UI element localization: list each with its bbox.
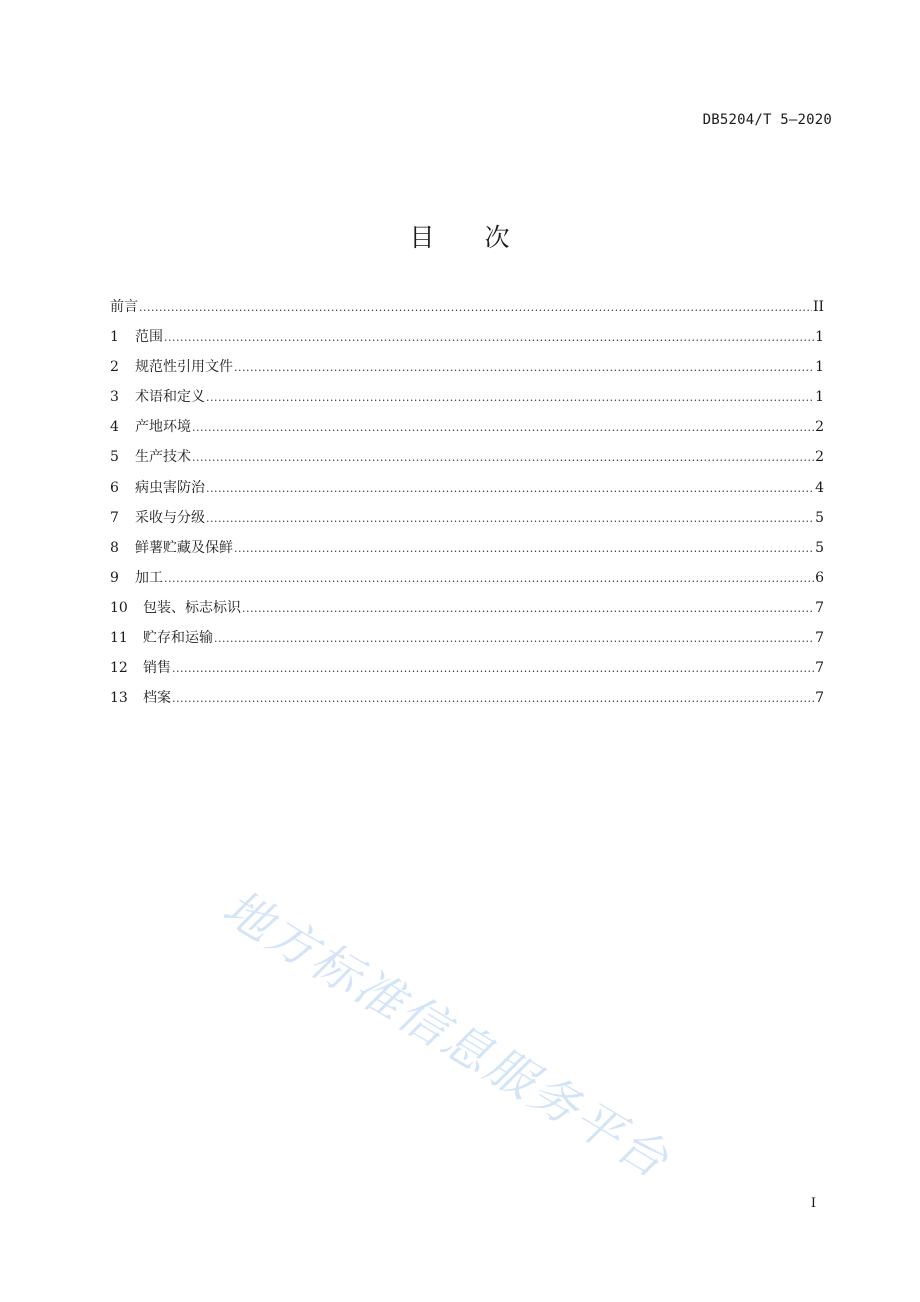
toc-entry-label: 档案	[143, 690, 171, 707]
toc-entry-page: 1	[815, 359, 824, 376]
toc-entry[interactable]	[110, 356, 824, 386]
toc-entry-page: 7	[815, 660, 824, 677]
toc-dot-leader	[206, 508, 814, 530]
toc-dot-leader	[164, 327, 814, 349]
toc-entry-number: 2	[110, 359, 119, 376]
toc-entry[interactable]	[110, 326, 824, 356]
toc-entry-label: 规范性引用文件	[135, 359, 233, 376]
toc-entry-page: 1	[815, 389, 824, 406]
toc-entry-page: 1	[815, 329, 824, 346]
toc-dot-leader	[234, 357, 814, 379]
toc-entry[interactable]	[110, 416, 824, 446]
toc-entry-number: 11	[110, 630, 128, 647]
toc-entry-page: 7	[815, 599, 824, 616]
toc-entry-page: 5	[815, 539, 824, 556]
toc-entry-number: 3	[110, 389, 119, 406]
watermark: 地方标准信息服务平台	[213, 879, 680, 1191]
toc-dot-leader	[206, 387, 814, 409]
toc-dot-leader	[242, 598, 814, 620]
toc-entry-label: 病虫害防治	[135, 479, 205, 496]
toc-entry-page: II	[812, 299, 824, 315]
document-code: DB5204/T 5—2020	[702, 112, 832, 128]
toc-entry-number: 13	[110, 690, 128, 707]
toc-entry-label: 术语和定义	[135, 389, 205, 406]
toc-entry-page: 4	[815, 479, 824, 496]
toc-dot-leader	[172, 688, 814, 710]
toc-dot-leader	[206, 478, 814, 500]
toc-entry-number: 10	[110, 599, 128, 616]
toc-entry-page: 2	[815, 449, 824, 466]
toc-entry-label: 贮存和运输	[143, 630, 213, 647]
toc-entry-number: 6	[110, 479, 119, 496]
toc-entry-label: 范围	[135, 329, 163, 346]
toc-entry[interactable]	[110, 507, 824, 537]
toc-entry[interactable]	[110, 627, 824, 657]
table-of-contents	[110, 296, 824, 717]
toc-entry[interactable]	[110, 296, 824, 326]
page-number: I	[810, 1196, 816, 1211]
toc-entry-label: 包装、标志标识	[143, 599, 241, 616]
toc-entry-number: 4	[110, 419, 119, 436]
toc-entry-number: 9	[110, 569, 119, 586]
toc-entry-label: 鲜薯贮藏及保鲜	[135, 539, 233, 556]
toc-entry-page: 2	[815, 419, 824, 436]
toc-entry-page: 7	[815, 690, 824, 707]
toc-entry-label: 销售	[143, 660, 171, 677]
toc-entry-label: 产地环境	[135, 419, 191, 436]
toc-entry-number: 12	[110, 660, 128, 677]
toc-entry-label: 加工	[135, 569, 163, 586]
toc-entry-number: 8	[110, 539, 119, 556]
toc-entry-label: 采收与分级	[135, 509, 205, 526]
toc-dot-leader	[172, 658, 814, 680]
toc-entry[interactable]	[110, 537, 824, 567]
toc-entry[interactable]	[110, 477, 824, 507]
toc-entry[interactable]	[110, 567, 824, 597]
toc-entry[interactable]	[110, 657, 824, 687]
toc-entry[interactable]	[110, 386, 824, 416]
toc-entry-number: 7	[110, 509, 119, 526]
toc-dot-leader	[192, 447, 814, 469]
page-title: 目 次	[409, 223, 511, 252]
toc-entry-number: 1	[110, 329, 119, 346]
toc-entry[interactable]	[110, 446, 824, 476]
toc-dot-leader	[214, 628, 814, 650]
toc-entry-number: 5	[110, 449, 119, 466]
toc-entry-page: 6	[815, 569, 824, 586]
toc-entry-page: 5	[815, 509, 824, 526]
toc-entry-label: 生产技术	[135, 449, 191, 466]
toc-dot-leader	[164, 568, 814, 590]
toc-dot-leader	[192, 417, 814, 439]
toc-dot-leader	[234, 538, 814, 560]
toc-entry[interactable]	[110, 687, 824, 717]
toc-entry-label: 前言	[110, 299, 138, 315]
toc-entry-page: 7	[815, 630, 824, 647]
toc-entry[interactable]	[110, 597, 824, 627]
toc-dot-leader	[139, 297, 812, 319]
